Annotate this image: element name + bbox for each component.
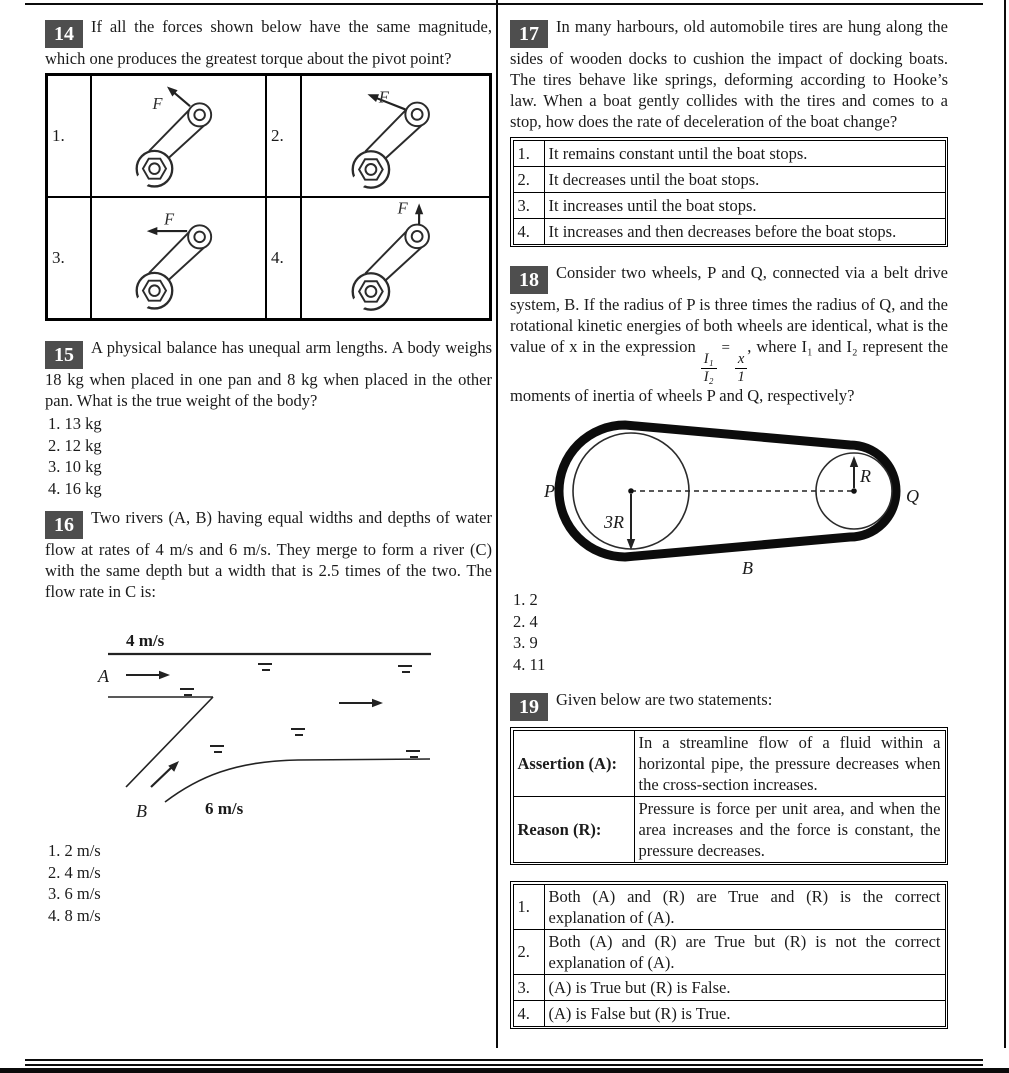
option-text: (A) is False but (R) is True. [544, 1000, 945, 1026]
option-number: 3. [513, 192, 544, 218]
flow-arrow-a [126, 671, 170, 679]
question-19 [510, 689, 948, 1029]
option-row [513, 1000, 945, 1026]
question-text: In many harbours, old automobile tires are hung along the sides of wooden docks to cushion the impact of docking boats. The tires behave like springs, deforming according to Hooke’s law. When a boat gently collides with the tires and comes to a stop, how does the rate of deceleration of the boat change? [510, 17, 948, 131]
option-row: 3. 10 kg [48, 457, 102, 476]
water-ripples [180, 664, 420, 757]
river-b-speed-label: 6 m/s [205, 799, 244, 818]
option-3-figure [91, 197, 266, 319]
question-number-badge: 19 [510, 693, 548, 721]
radius-r-label: R [860, 466, 871, 487]
option-number: 3. [513, 974, 544, 1000]
question-text: Consider two wheels, P and Q, connected via a belt drive system, B. If the radius of P is three times the radius of Q, and the rotational kinetic energies of both wheels are identical, what is the value of x in the expression [510, 263, 948, 356]
flow-arrow-b [151, 758, 182, 787]
force-label: F [397, 198, 408, 218]
option-row: 4. 16 kg [48, 478, 102, 498]
option-row [513, 884, 945, 929]
question-17-paragraph [510, 16, 948, 132]
option-3-label: 3. [47, 197, 91, 319]
assertion-label: Assertion (A): [513, 730, 634, 796]
left-column [45, 16, 492, 926]
torque-options-grid [45, 73, 492, 321]
option-text: It increases and then decreases before the boat stops. [544, 218, 945, 244]
assertion-row [513, 730, 945, 796]
option-number: 2. [513, 929, 544, 974]
flow-arrow-c [339, 699, 383, 707]
right-column [510, 16, 948, 1029]
question-16 [45, 507, 492, 926]
force-label: F [164, 209, 175, 229]
option-1-figure [91, 75, 266, 197]
force-label: F [152, 94, 163, 114]
option-row: 4. 11 [513, 654, 546, 674]
option-text: (A) is True but (R) is False. [544, 974, 945, 1000]
wheel-p-center-dot [628, 489, 634, 495]
equals-sign: = [721, 340, 730, 356]
wrench-icon [92, 198, 265, 318]
reason-text: Pressure is force per unit area, and when the area increases and the force is constant, the pressure decreases. [634, 796, 945, 862]
right-edge-rule [1004, 0, 1006, 1048]
option-number: 1. [513, 140, 544, 166]
question-text: A physical balance has unequal arm lengths. A body weighs 18 kg when placed in one pan and 8 kg when placed in the other pan. What is the true weight of the body? [45, 338, 492, 410]
option-text: Both (A) and (R) are True but (R) is not the correct explanation of (A). [544, 929, 945, 974]
question-19-options-table [510, 881, 948, 1029]
question-text: Two rivers (A, B) having equal widths and depths of water flow at rates of 4 m/s and 6 m/s. They merge to form a river (C) with the same depth but a width that is 2.5 times of the two. The flow rate in C is: [45, 508, 492, 601]
assertion-reason-table [510, 727, 948, 865]
force-label: F [378, 87, 389, 107]
radius-r-arrow [850, 456, 858, 488]
force-arrow-icon [415, 203, 423, 224]
option-1-label: 1. [47, 75, 91, 197]
wrench-icon [92, 76, 265, 196]
wrench-icon [302, 76, 489, 196]
option-number: 4. [513, 218, 544, 244]
option-number: 2. [513, 166, 544, 192]
question-15-options [45, 413, 492, 499]
question-text: If all the forces shown below have the same magnitude, which one produces the greatest torque about the pivot point? [45, 17, 492, 68]
x-over-one-fraction: $\frac{x}{1}$ [735, 352, 747, 385]
option-4-figure [301, 197, 490, 319]
bottom-bar [0, 1068, 1009, 1073]
option-row [513, 166, 945, 192]
question-14-paragraph [45, 16, 492, 69]
river-b-label: B [136, 801, 147, 821]
top-rule [25, 3, 983, 5]
option-row: 1. 2 m/s [48, 841, 101, 860]
reason-label: Reason (R): [513, 796, 634, 862]
question-14 [45, 16, 492, 321]
question-17-options-table [510, 137, 948, 247]
radius-3r-arrow [627, 494, 635, 550]
option-2-figure [301, 75, 490, 197]
inertia-ratio-fraction: $\frac{\text{I₁}}{\text{I₂}}$ [701, 352, 717, 385]
bottom-rule-2 [25, 1064, 983, 1066]
belt [559, 425, 896, 557]
question-16-paragraph [45, 507, 492, 602]
option-row: 1. 13 kg [48, 414, 102, 433]
option-row: 2. 4 [513, 611, 538, 631]
wheel-q-center-dot [851, 489, 857, 495]
option-row: 2. 4 m/s [48, 862, 101, 882]
river-a-label: A [98, 666, 109, 686]
option-4-label: 4. [266, 197, 301, 319]
question-number-badge: 14 [45, 20, 83, 48]
question-number-badge: 17 [510, 20, 548, 48]
option-row: 4. 8 m/s [48, 905, 101, 925]
question-text: Given below are two statements: [556, 690, 773, 710]
option-row [513, 974, 945, 1000]
option-row: 3. 6 m/s [48, 884, 101, 903]
question-number-badge: 15 [45, 341, 83, 369]
option-row [513, 929, 945, 974]
option-row: 1. 2 [513, 590, 538, 610]
question-15 [45, 337, 492, 499]
assertion-text: In a streamline flow of a fluid within a horizontal pipe, the pressure decreases when the cross-section increases. [634, 730, 945, 796]
question-16-options [45, 840, 492, 926]
belt-label: B [742, 558, 753, 579]
option-number: 4. [513, 1000, 544, 1026]
question-19-paragraph [510, 689, 948, 721]
river-a-speed-label: 4 m/s [126, 631, 165, 650]
question-number-badge: 16 [45, 511, 83, 539]
radius-3r-label: 3R [604, 512, 624, 533]
option-row [513, 218, 945, 244]
question-18-paragraph [510, 262, 948, 406]
comma: , [747, 337, 752, 356]
question-15-paragraph [45, 337, 492, 411]
bottom-rule-1 [25, 1059, 983, 1061]
option-text: It decreases until the boat stops. [544, 166, 945, 192]
column-divider [496, 0, 498, 1048]
option-text: It increases until the boat stops. [544, 192, 945, 218]
wrench-icon [302, 198, 489, 318]
option-text: It remains constant until the boat stops. [544, 140, 945, 166]
option-text: Both (A) and (R) are True and (R) is the correct explanation of (A). [544, 884, 945, 929]
option-row: 3. 9 [513, 633, 538, 653]
option-row: 2. 12 kg [48, 435, 102, 455]
option-2-label: 2. [266, 75, 301, 197]
option-row [513, 140, 945, 166]
force-arrow-icon [164, 83, 190, 106]
bottom-bank-curve [165, 759, 430, 802]
wheel-p-label: P [544, 481, 555, 502]
option-row [513, 192, 945, 218]
question-18 [510, 262, 948, 675]
river-merge-diagram [93, 624, 488, 834]
wheel-q-label: Q [906, 486, 919, 507]
question-text: where I₁ and I₂ represent the moments of inertia of wheels P and Q, respectively? [510, 337, 949, 406]
reason-row [513, 796, 945, 862]
question-18-options [510, 589, 948, 675]
question-number-badge: 18 [510, 266, 548, 294]
option-number: 1. [513, 884, 544, 929]
middle-bank-diagonal [126, 697, 213, 787]
question-17 [510, 16, 948, 247]
belt-drive-diagram [544, 416, 954, 581]
